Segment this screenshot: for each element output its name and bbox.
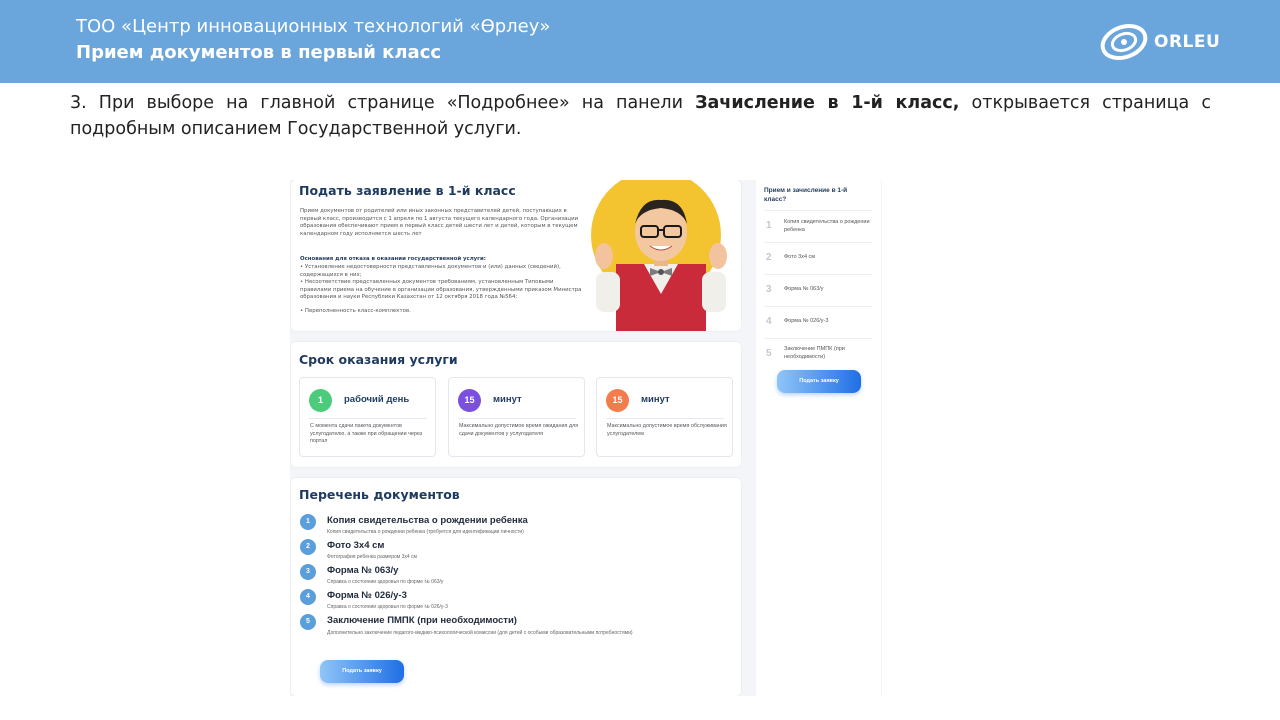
doc-title-1: Копия свидетельства о рождении ребенка [327,515,528,526]
boy-image [586,184,736,331]
submit-application-button[interactable]: Подать заявку [320,660,404,683]
deadline-title: Срок оказания услуги [299,352,458,367]
doc-title-5: Заключение ПМПК (при необходимости) [327,615,517,626]
service-card [291,180,741,331]
sidebar-item-number: 2 [766,252,772,263]
org-name: ТОО «Центр инновационных технологий «Өрлеу» [76,16,551,37]
sidebar-item-number: 4 [766,316,772,327]
deadline-card [291,342,741,467]
doc-sub-5: Дополнительно заключение педагого-медико-психологической комиссии (для детей с особыми образовательными потребностями) [327,630,633,636]
documents-title: Перечень документов [299,487,460,502]
doc-number-4: 4 [300,589,316,605]
divider [764,210,872,211]
sidebar-item-number: 1 [766,220,772,231]
description-bold: Зачисление в 1-й класс, [695,93,960,113]
deadline-box-1 [299,377,436,457]
refusal-item-3: • Переполненность класс-комплектов. [300,308,411,314]
doc-sub-3: Справка о состоянии здоровья по форме № 063/у [327,579,444,585]
sidebar-item-label[interactable]: Заключение ПМПК (при необходимости) [784,346,845,360]
divider [458,418,576,419]
service-title: Подать заявление в 1-й класс [299,183,516,198]
deadline-value-badge: 15 [606,389,629,412]
divider [764,274,872,275]
deadline-box-2 [448,377,585,457]
sidebar-item-label[interactable]: Фото 3х4 см [784,254,816,260]
sidebar-panel [756,180,881,696]
doc-number-5: 5 [300,614,316,630]
deadline-label: минут [641,394,670,405]
deadline-label: минут [493,394,522,405]
sidebar-item-number: 5 [766,348,772,359]
doc-title-4: Форма № 026/у-3 [327,590,407,601]
doc-title-3: Форма № 063/у [327,565,399,576]
deadline-text: Максимально допустимое время ожидания для сдачи документов у услугодателя [459,423,579,437]
logo-text: ORLEU [1154,32,1221,52]
sidebar-submit-button[interactable]: Подать заявку [777,370,861,393]
header-banner [0,0,1280,83]
divider [764,338,872,339]
deadline-text: Максимально допустимое время обслуживания услугодателем [607,423,727,437]
divider [606,418,724,419]
orleu-logo-icon [1100,22,1150,62]
description-text-2: открывается страница с подробным описанием Государственной услуги. [70,93,1212,139]
step-description [70,90,1211,142]
doc-sub-2: Фотография ребенка размером 3х4 см [327,554,417,560]
divider [309,418,427,419]
orleu-logo [1100,22,1220,62]
doc-number-1: 1 [300,514,316,530]
sidebar-item-label[interactable]: Форма № 026/у-3 [784,318,829,324]
deadline-label: рабочий день [344,394,410,405]
deadline-text: С момента сдачи пакета документов услугодателю, а также при обращении через портал [310,423,423,444]
divider [764,242,872,243]
deadline-value-badge: 1 [309,389,332,412]
doc-sub-4: Справка о состоянии здоровья по форме № 026/у-3 [327,604,448,610]
deadline-value-badge: 15 [458,389,481,412]
doc-title-2: Фото 3х4 см [327,540,385,551]
refusal-item-1: • Установление недостоверности представленных документов и (или) данных (сведений), содержащихся в них; [300,264,561,278]
divider [764,306,872,307]
slide-title: Прием документов в первый класс [76,42,442,63]
doc-number-3: 3 [300,564,316,580]
doc-sub-1: Копия свидетельства о рождении ребенка (требуется для идентификации личности) [327,529,524,535]
sidebar-title: Прием и зачисление в 1-й класс? [764,187,848,203]
description-text-1: 3. При выборе на главной странице «Подробнее» на панели [70,93,696,113]
sidebar-item-label[interactable]: Копия свидетельства о рождении ребенка [784,219,870,233]
refusal-item-2: • Несоответствие представленных документов требованиям, установленным Типовыми правилами приема на обучение в организации образования, утвержденными приказом Министра образования и науки Республики Казахстан от 12 октября 2018 года №564; [300,279,582,300]
website-screenshot [290,180,882,696]
sidebar-item-number: 3 [766,284,772,295]
doc-number-2: 2 [300,539,316,555]
sidebar-item-label[interactable]: Форма № 063/у [784,286,824,292]
documents-card [291,478,741,696]
deadline-box-3 [596,377,733,457]
refusal-title: Основания для отказа в оказании государственной услуги: [300,256,486,262]
service-intro: Прием документов от родителей или иных законных представителей детей, поступающих в первый класс, производится с 1 апреля по 1 августа текущего календарного года. Организации образования обеспечивают прием в первый класс детей шести лет и детей, которым в текущем календарном году исполняется шесть лет [300,208,579,237]
